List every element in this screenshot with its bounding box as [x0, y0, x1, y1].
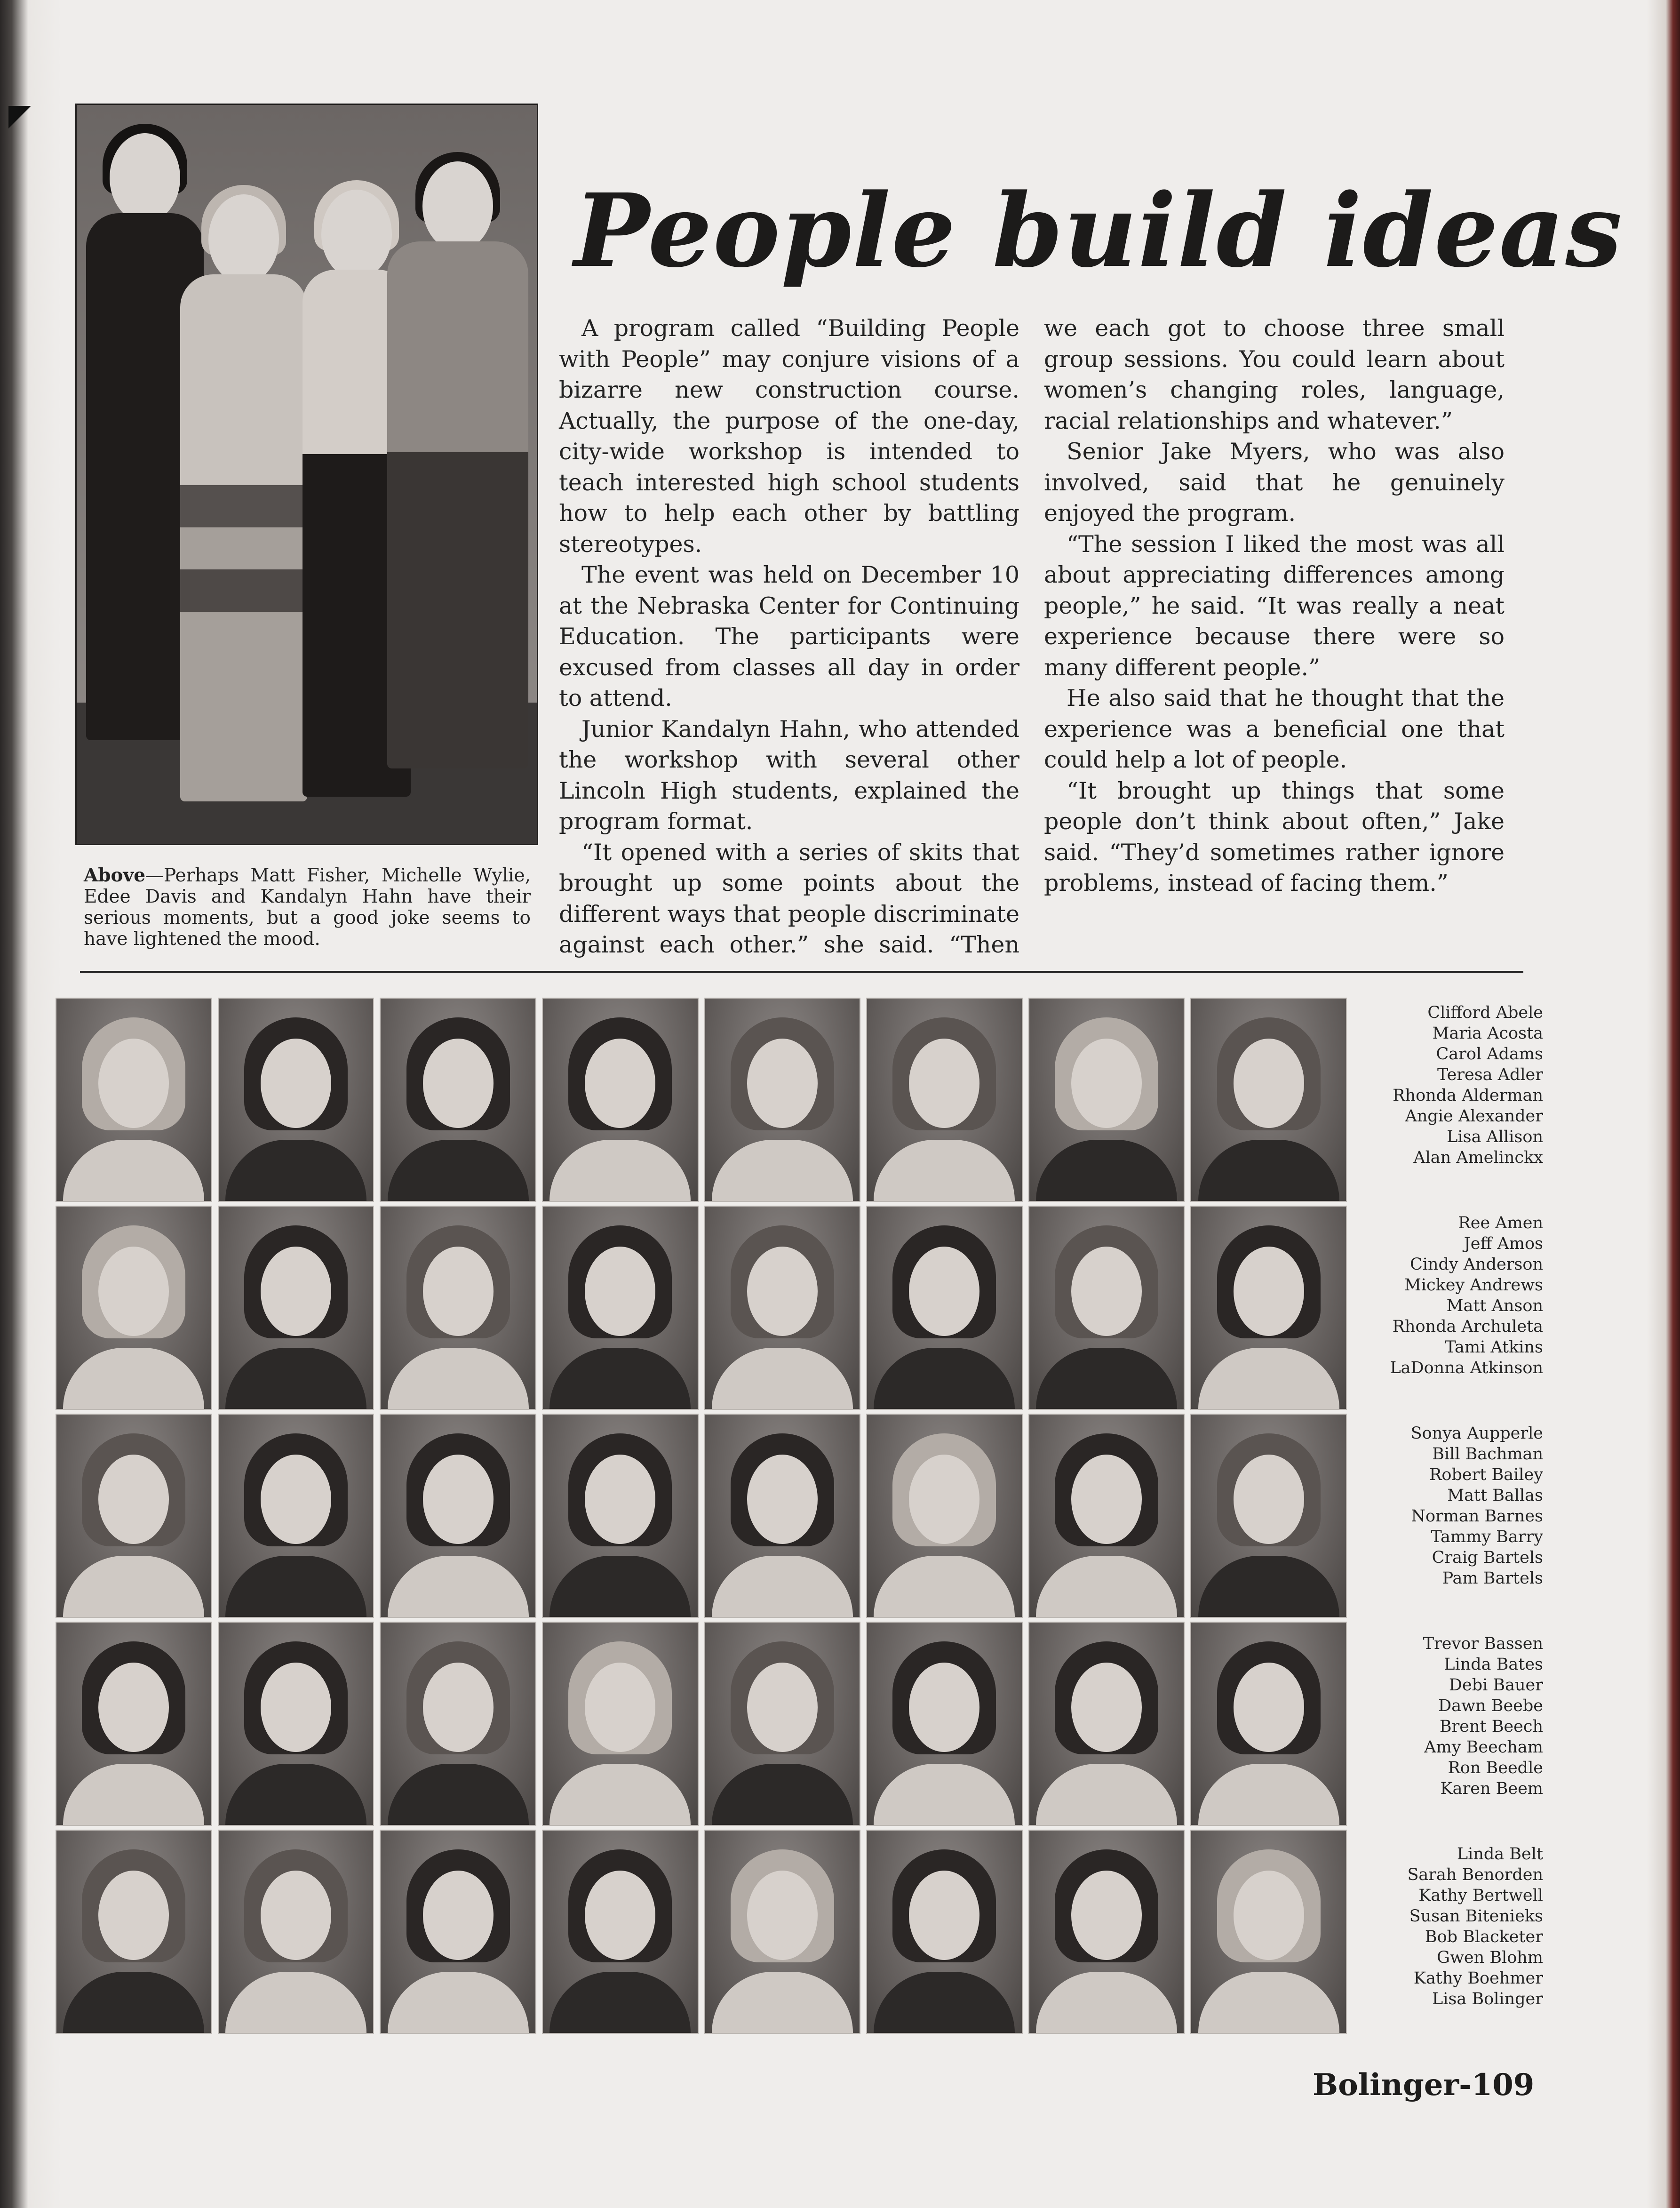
student-portrait [1190, 1830, 1347, 2034]
student-portrait [866, 998, 1023, 1202]
article-paragraph: A program called “Building People with People” may conjure visions of a bizarre new construction course. Actually, the purpose of the one-day, city-wide workshop is intended to teach interested high school students how to help each other by battling stereotypes. [559, 315, 1019, 558]
student-portrait [56, 1622, 212, 1826]
student-portrait [542, 1414, 699, 1618]
student-name: Sonya Aupperle [1410, 1424, 1543, 1443]
student-portrait [704, 1414, 861, 1618]
student-portrait [866, 1830, 1023, 2034]
student-portrait [218, 1414, 374, 1618]
article-paragraph: “It brought up things that some people don’t think about often,” Jake said. “They’d sometimes rather ignore problems, instead of facing them.” [1044, 777, 1505, 896]
portrait-row [56, 1414, 1347, 1616]
student-portrait [380, 1830, 536, 2034]
student-name: Susan Bitenieks [1409, 1907, 1543, 1926]
article-paragraph: The event was held on December 10 at the Nebraska Center for Continuing Education. The participants were excused from classes all day in order to attend. [559, 561, 1019, 712]
portrait-row [56, 1206, 1347, 1408]
student-portrait [380, 1414, 536, 1618]
student-name: Kathy Bertwell [1418, 1886, 1543, 1905]
corner-mark [8, 106, 31, 128]
caption-lead: Above [84, 864, 146, 886]
student-portrait [1028, 1206, 1185, 1410]
student-portrait [704, 1622, 861, 1826]
student-portrait [218, 1206, 374, 1410]
student-portrait [1028, 1622, 1185, 1826]
photo-caption [84, 865, 531, 950]
portrait-row [56, 1830, 1347, 2032]
student-name: Rhonda Alderman [1393, 1086, 1543, 1105]
student-name: Rhonda Archuleta [1392, 1317, 1543, 1336]
page-folio: Bolinger-109 [1313, 2067, 1535, 2103]
student-name: Jeff Amos [1464, 1234, 1543, 1253]
student-name: Tami Atkins [1445, 1338, 1543, 1357]
student-name: Sarah Benorden [1407, 1865, 1543, 1884]
student-portrait [1190, 1622, 1347, 1826]
student-portrait [218, 998, 374, 1202]
student-name: Maria Acosta [1432, 1024, 1543, 1043]
article-paragraph: He also said that he thought that the experience was a beneficial one that could help a lot of people. [1044, 685, 1505, 773]
student-portrait [380, 1622, 536, 1826]
student-name: Gwen Blohm [1436, 1948, 1543, 1967]
student-name: LaDonna Atkinson [1390, 1359, 1543, 1377]
student-portrait [56, 1206, 212, 1410]
name-list-row-5 [1355, 1844, 1543, 2009]
student-name: Trevor Bassen [1423, 1634, 1543, 1653]
article-paragraph: “It opened with a series of skits that brought up some points about the different ways that people discriminate against each other.” she said. “Then we each got to choose three small group sessions. You could learn about women’s changing roles, language, racial relationships and whatever.” [559, 315, 1505, 958]
student-name: Matt Anson [1446, 1296, 1543, 1315]
portrait-row [56, 1622, 1347, 1824]
student-name: Clifford Abele [1427, 1003, 1543, 1022]
student-portrait [380, 998, 536, 1202]
student-portrait [218, 1622, 374, 1826]
student-name: Craig Bartels [1432, 1548, 1543, 1567]
student-portrait [56, 998, 212, 1202]
caption-text: —Perhaps Matt Fisher, Michelle Wylie, Edee Davis and Kandalyn Hahn have their serious moments, but a good joke seems to have lightened the mood. [84, 865, 531, 950]
student-name: Dawn Beebe [1438, 1696, 1543, 1715]
student-portrait [866, 1622, 1023, 1826]
student-name: Alan Amelinckx [1413, 1148, 1543, 1167]
headline: People build ideas [574, 172, 1623, 290]
student-portrait [380, 1206, 536, 1410]
student-portrait [1190, 1414, 1347, 1618]
student-portrait [866, 1206, 1023, 1410]
student-name: Robert Bailey [1429, 1465, 1543, 1484]
student-portrait [1190, 998, 1347, 1202]
portrait-row [56, 998, 1347, 1200]
student-portrait [1028, 998, 1185, 1202]
student-portrait [218, 1830, 374, 2034]
article-paragraph: Senior Jake Myers, who was also involved, said that he genuinely enjoyed the program. [1044, 438, 1505, 527]
student-name: Pam Bartels [1442, 1569, 1543, 1588]
article-paragraph: “The session I liked the most was all about appreciating differences among people,” he said. “It was really a neat experience because there were so many different people.” [1044, 530, 1505, 681]
student-portrait [704, 1830, 861, 2034]
student-portrait [866, 1414, 1023, 1618]
student-name: Tammy Barry [1431, 1528, 1543, 1546]
article-paragraph: Junior Kandalyn Hahn, who attended the workshop with several other Lincoln High students, explained the program format. [559, 715, 1019, 835]
student-portrait [542, 1622, 699, 1826]
student-name: Lisa Allison [1447, 1128, 1543, 1146]
student-name: Bob Blacketer [1425, 1928, 1543, 1946]
student-portrait [704, 998, 861, 1202]
student-portrait [56, 1830, 212, 2034]
student-name: Amy Beecham [1424, 1738, 1543, 1757]
name-list-row-4 [1355, 1633, 1543, 1799]
student-name: Linda Belt [1457, 1845, 1543, 1864]
student-name: Linda Bates [1444, 1655, 1543, 1674]
student-portrait [1028, 1830, 1185, 2034]
name-list-row-3 [1355, 1423, 1543, 1589]
article-body [559, 313, 1505, 962]
student-name: Debi Bauer [1449, 1676, 1543, 1695]
section-divider [80, 971, 1523, 973]
student-name: Norman Barnes [1411, 1507, 1543, 1526]
student-name: Kathy Boehmer [1413, 1969, 1543, 1988]
student-name: Matt Ballas [1447, 1486, 1543, 1505]
student-name: Ree Amen [1458, 1214, 1543, 1232]
student-name: Karen Beem [1440, 1779, 1543, 1798]
student-portrait [704, 1206, 861, 1410]
name-list-row-2 [1355, 1213, 1543, 1378]
student-name: Lisa Bolinger [1432, 1990, 1543, 2008]
student-portrait [1190, 1206, 1347, 1410]
portrait-grid [56, 998, 1347, 2038]
page-binding-edge [0, 0, 61, 2208]
student-name: Carol Adams [1436, 1045, 1543, 1064]
student-name: Bill Bachman [1432, 1445, 1543, 1464]
student-name: Mickey Andrews [1404, 1276, 1543, 1295]
student-name: Cindy Anderson [1409, 1255, 1543, 1274]
student-name: Angie Alexander [1405, 1107, 1543, 1126]
student-portrait [1028, 1414, 1185, 1618]
student-portrait [56, 1414, 212, 1618]
group-photo [75, 104, 538, 845]
name-list-row-1 [1355, 1002, 1543, 1168]
student-portrait [542, 998, 699, 1202]
student-portrait [542, 1830, 699, 2034]
student-name: Ron Beedle [1448, 1759, 1543, 1777]
student-portrait [542, 1206, 699, 1410]
page-right-edge [1647, 0, 1680, 2208]
student-name: Brent Beech [1439, 1717, 1543, 1736]
student-name: Teresa Adler [1437, 1065, 1543, 1084]
